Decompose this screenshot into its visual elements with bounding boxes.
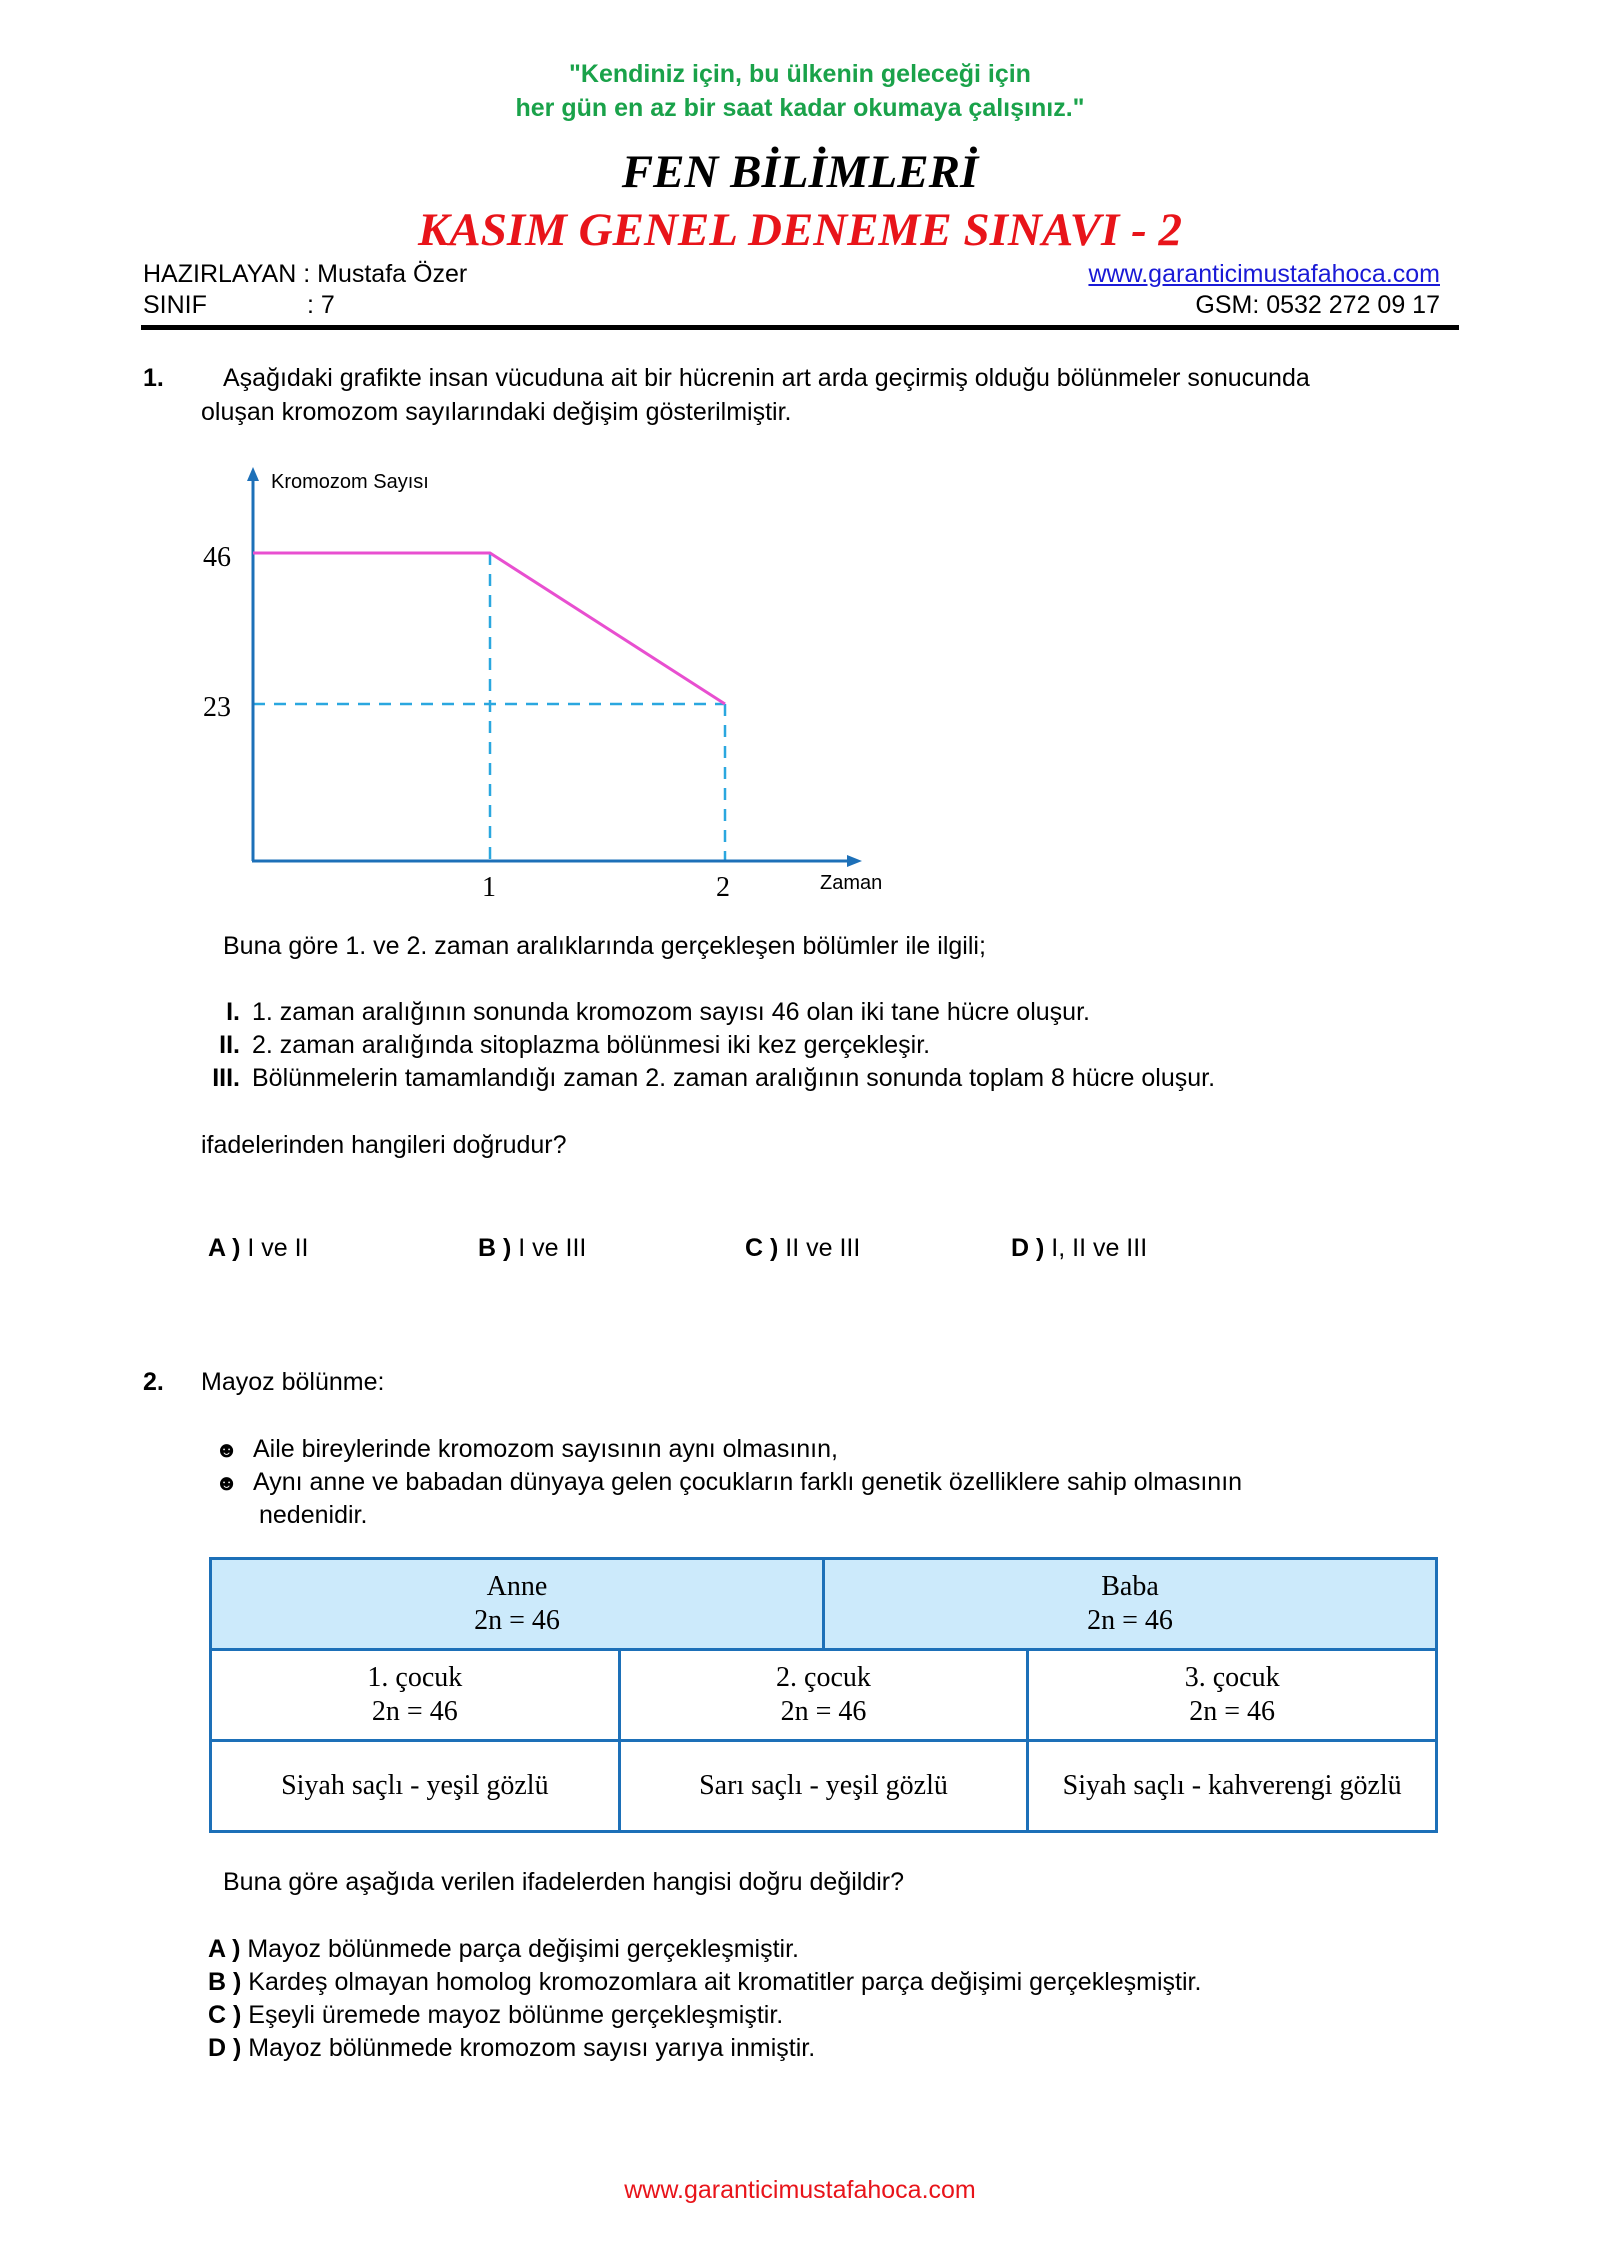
family-chromosome-table: [209, 1557, 1438, 1833]
prepared-by-value: : Mustafa Özer: [303, 260, 468, 288]
x-axis-arrow-icon: [847, 855, 862, 867]
statement-1-numeral: I.: [226, 998, 240, 1026]
mother-cell: [211, 1559, 824, 1650]
bullet-continuation: nedenidir.: [259, 1501, 368, 1529]
bullet-2-text: Aynı anne ve babadan dünyaya gelen çocukların farklı genetik özelliklere sahip olmasının: [253, 1468, 1243, 1496]
q2-option-a-letter: A ): [208, 1935, 241, 1963]
class-value: : 7: [307, 291, 335, 319]
exam-title: KASIM GENEL DENEME SINAVI - 2: [418, 204, 1182, 256]
child-1-cell: [211, 1650, 620, 1741]
question-1-number: 1.: [143, 364, 164, 392]
x-tick-2: 2: [716, 872, 730, 903]
q1-option-b-letter: B ): [478, 1234, 512, 1262]
q1-option-d-letter: D ): [1011, 1234, 1045, 1262]
motto-line-1: "Kendiniz için, bu ülkenin geleceği için: [569, 60, 1031, 88]
class-info: [143, 290, 335, 321]
mother-chromosomes: 2n = 46: [474, 1605, 560, 1636]
prepared-by-label: HAZIRLAYAN: [143, 260, 297, 288]
q1-option-b-text: I ve III: [518, 1234, 587, 1262]
bullet-1: [215, 1432, 838, 1467]
y-axis-label: Kromozom Sayısı: [271, 471, 429, 493]
bullet-1-text: Aile bireylerinde kromozom sayısının aynı olmasının,: [253, 1435, 838, 1463]
question-1-line-1: [143, 361, 1310, 395]
subject-title: FEN BİLİMLERİ: [621, 146, 979, 198]
question-2-prompt: Buna göre aşağıda verilen ifadelerden hangisi doğru değildir?: [223, 1868, 905, 1896]
x-axis-label: Zaman: [820, 872, 883, 894]
statement-3: [195, 1061, 1215, 1095]
q2-option-c-letter: C ): [208, 2001, 242, 2029]
q2-option-b-letter: B ): [208, 1968, 242, 1996]
q2-option-a-text: Mayoz bölünmede parça değişimi gerçekleşmiştir.: [247, 1935, 799, 1963]
question-1-lead: Buna göre 1. ve 2. zaman aralıklarında gerçekleşen bölümler ile ilgili;: [223, 932, 986, 960]
smiley-bullet-icon: ☻: [215, 1437, 239, 1462]
q2-option-b-text: Kardeş olmayan homolog kromozomlara ait kromatitler parça değişimi gerçekleşmiştir.: [248, 1968, 1202, 1996]
statement-1-text: 1. zaman aralığının sonunda kromozom sayısı 46 olan iki tane hücre oluşur.: [252, 998, 1090, 1026]
question-1-stem-line-2: oluşan kromozom sayılarındaki değişim gösterilmiştir.: [201, 398, 792, 426]
father-cell: [823, 1559, 1436, 1650]
class-label: SINIF: [143, 291, 207, 319]
child-3-label: 3. çocuk: [1184, 1662, 1280, 1693]
q1-option-d-text: I, II ve III: [1051, 1234, 1148, 1262]
q1-option-b[interactable]: [478, 1231, 586, 1265]
statement-2: [195, 1028, 930, 1062]
footer-website[interactable]: www.garanticimustafahoca.com: [624, 2176, 976, 2204]
child-2-label: 2. çocuk: [776, 1662, 871, 1693]
question-1-prompt: ifadelerinden hangileri doğrudur?: [201, 1131, 567, 1159]
header-divider: [141, 325, 1459, 330]
prepared-by: [143, 259, 467, 290]
y-tick-23: 23: [203, 692, 231, 723]
child-1-chromosomes: 2n = 46: [371, 1696, 458, 1727]
child-2-cell: [619, 1650, 1028, 1741]
statement-1: [195, 995, 1090, 1029]
gsm-number: GSM: 0532 272 09 17: [1195, 291, 1440, 319]
website-link[interactable]: www.garanticimustafahoca.com: [1088, 260, 1440, 288]
q2-option-d-text: Mayoz bölünmede kromozom sayısı yarıya inmiştir.: [248, 2034, 816, 2062]
child-1-traits: Siyah saçlı - yeşil gözlü: [211, 1741, 620, 1832]
father-chromosomes: 2n = 46: [1087, 1605, 1173, 1636]
chromosome-count-chart: [190, 455, 910, 905]
q1-option-a[interactable]: [208, 1231, 309, 1265]
child-3-traits: Siyah saçlı - kahverengi gözlü: [1028, 1741, 1437, 1832]
question-2-stem: Mayoz bölünme:: [201, 1368, 385, 1396]
child-2-traits: Sarı saçlı - yeşil gözlü: [619, 1741, 1028, 1832]
y-axis-arrow-icon: [247, 467, 259, 481]
statement-2-numeral: II.: [219, 1031, 240, 1059]
q2-option-a[interactable]: [208, 1932, 799, 1966]
smiley-bullet-icon: ☻: [215, 1470, 239, 1495]
q2-option-d-letter: D ): [208, 2034, 242, 2062]
traits-row: [211, 1741, 1437, 1832]
q2-option-c[interactable]: [208, 1998, 783, 2032]
bullet-2: [215, 1465, 1242, 1500]
q2-option-c-text: Eşeyli üremede mayoz bölünme gerçekleşmiştir.: [248, 2001, 784, 2029]
child-3-cell: [1028, 1650, 1437, 1741]
q1-option-a-letter: A ): [208, 1234, 241, 1262]
mother-label: Anne: [486, 1571, 548, 1602]
question-2-header: [143, 1365, 384, 1399]
father-label: Baba: [1101, 1571, 1159, 1602]
child-3-chromosomes: 2n = 46: [1189, 1696, 1276, 1727]
question-1-stem-line-1: Aşağıdaki grafikte insan vücuduna ait bir hücrenin art arda geçirmiş olduğu bölünmeler sonucunda: [223, 364, 1310, 392]
question-2-number: 2.: [143, 1368, 164, 1396]
child-2-chromosomes: 2n = 46: [780, 1696, 867, 1727]
q1-option-d[interactable]: [1011, 1231, 1147, 1265]
children-row: [211, 1650, 1437, 1741]
q1-option-a-text: I ve II: [247, 1234, 309, 1262]
q1-option-c[interactable]: [745, 1231, 860, 1265]
y-tick-46: 46: [203, 542, 231, 573]
motto-line-2: her gün en az bir saat kadar okumaya çalışınız.": [515, 94, 1085, 122]
q1-option-c-letter: C ): [745, 1234, 779, 1262]
q2-option-d[interactable]: [208, 2031, 815, 2065]
q1-option-c-text: II ve III: [785, 1234, 861, 1262]
statement-3-text: Bölünmelerin tamamlandığı zaman 2. zaman aralığının sonunda toplam 8 hücre oluşur.: [252, 1064, 1216, 1092]
x-tick-1: 1: [482, 872, 496, 903]
statement-3-numeral: III.: [212, 1064, 240, 1092]
child-1-label: 1. çocuk: [367, 1662, 463, 1693]
statement-2-text: 2. zaman aralığında sitoplazma bölünmesi iki kez gerçekleşir.: [252, 1031, 931, 1059]
parents-row: [211, 1559, 1437, 1650]
q2-option-b[interactable]: [208, 1965, 1201, 1999]
